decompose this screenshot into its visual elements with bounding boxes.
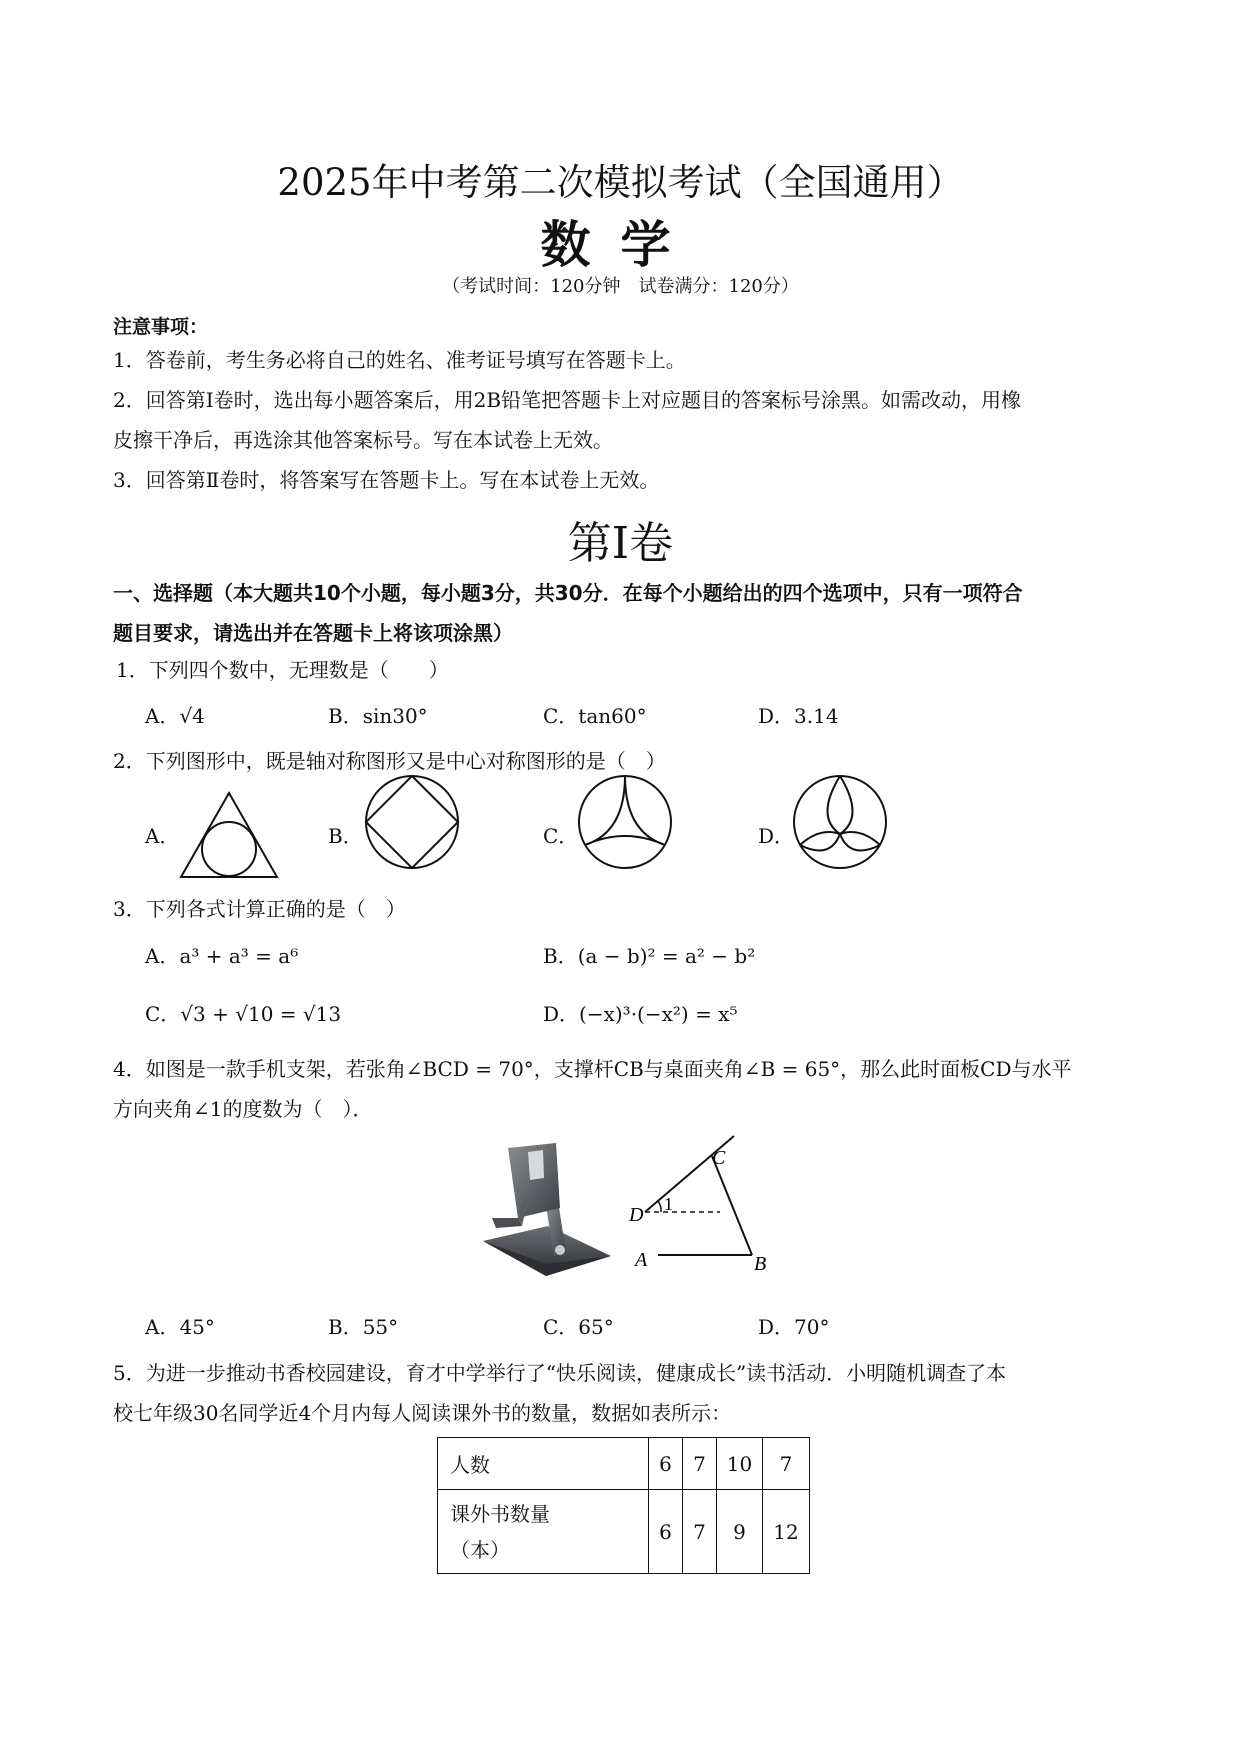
reading-data-table: [437, 1437, 810, 1574]
table-cell: 6: [649, 1490, 683, 1574]
q2-option-c: C．: [543, 824, 579, 848]
exam-title: 2025年中考第二次模拟考试（全国通用）: [277, 161, 964, 204]
label-b: B: [754, 1253, 767, 1275]
triangle-incircle-figure: [178, 790, 280, 880]
angle-geometry-figure: [628, 1130, 768, 1282]
table-cell: 12: [763, 1490, 810, 1574]
circle-square-figure: [362, 772, 462, 872]
subject-title: 数学: [540, 216, 701, 274]
label-d: D: [629, 1204, 644, 1226]
table-cell: 10: [717, 1438, 763, 1490]
q1-option-c: C．tan60°: [543, 704, 647, 728]
q1-option-a: A．√4: [145, 704, 205, 728]
note-line: 2．回答第Ⅰ卷时，选出每小题答案后，用2B铅笔把答题卡上对应题目的答案标号涂黑。如需改动，用橡: [113, 388, 1022, 412]
table-cell: 9: [717, 1490, 763, 1574]
q2-stem: 2．下列图形中，既是轴对称图形又是中心对称图形的是（ ）: [113, 749, 666, 773]
table-label-line: 课外书数量: [450, 1501, 550, 1526]
section-heading: 一、选择题（本大题共10个小题，每小题3分，共30分．在每个小题给出的四个选项中，只有一项符合: [113, 581, 1023, 605]
q2-option-a: A．: [145, 824, 180, 848]
q1-stem: 1．下列四个数中，无理数是（ ）: [116, 658, 449, 682]
exam-info: （考试时间：120分钟 试卷满分：120分）: [442, 276, 799, 297]
circle-curved-triangle-figure: [575, 772, 675, 872]
q5-stem-cont: 校七年级30名同学近4个月内每人阅读课外书的数量，数据如表所示：: [113, 1401, 732, 1425]
table-row: [438, 1490, 810, 1574]
label-angle-1: 1: [664, 1194, 673, 1214]
q3-option-d: D．(−x)³·(−x²) = x⁵: [543, 1002, 738, 1026]
section-heading-cont: 题目要求，请选出并在答题卡上将该项涂黑）: [113, 621, 513, 645]
q2-option-d: D．: [758, 824, 795, 848]
q4-option-d: D．70°: [758, 1315, 830, 1339]
q4-option-c: C．65°: [543, 1315, 614, 1339]
table-cell: 7: [683, 1490, 717, 1574]
q2-option-b: B．: [328, 824, 363, 848]
note-line: 3．回答第Ⅱ卷时，将答案写在答题卡上。写在本试卷上无效。: [113, 468, 660, 492]
q3-stem: 3．下列各式计算正确的是（ ）: [113, 897, 406, 921]
q4-stem-cont: 方向夹角∠1的度数为（ ）．: [113, 1097, 373, 1121]
q4-option-a: A．45°: [145, 1315, 215, 1339]
q4-stem: 4．如图是一款手机支架，若张角∠BCD = 70°，支撑杆CB与桌面夹角∠B = 65°，那么此时面板CD与水平: [113, 1057, 1072, 1081]
q5-stem: 5．为进一步推动书香校园建设，育才中学举行了“快乐阅读，健康成长”读书活动．小明随机调查了本: [113, 1361, 1007, 1385]
phone-stand-image: [478, 1138, 618, 1278]
q1-option-b: B．sin30°: [328, 704, 428, 728]
table-cell-label: [438, 1490, 649, 1574]
note-line: 皮擦干净后，再选涂其他答案标号。写在本试卷上无效。: [113, 428, 613, 452]
note-line: 1．答卷前，考生务必将自己的姓名、准考证号填写在答题卡上。: [113, 348, 686, 372]
volume-title: 第Ⅰ卷: [567, 518, 674, 569]
q3-option-b: B．(a − b)² = a² − b²: [543, 944, 756, 968]
table-row: [438, 1438, 810, 1490]
q3-option-c: C．√3 + √10 = √13: [145, 1002, 342, 1026]
label-c: C: [712, 1147, 726, 1169]
label-a: A: [635, 1249, 648, 1271]
notes-heading: 注意事项：: [113, 316, 209, 338]
circle-three-petal-figure: [790, 772, 890, 872]
q1-option-d: D．3.14: [758, 704, 839, 728]
table-label-line: （本）: [450, 1537, 510, 1562]
q4-option-b: B．55°: [328, 1315, 399, 1339]
table-cell-label: 人数: [438, 1438, 649, 1490]
table-cell: 7: [683, 1438, 717, 1490]
table-cell: 7: [763, 1438, 810, 1490]
table-cell: 6: [649, 1438, 683, 1490]
q3-option-a: A．a³ + a³ = a⁶: [145, 944, 299, 968]
